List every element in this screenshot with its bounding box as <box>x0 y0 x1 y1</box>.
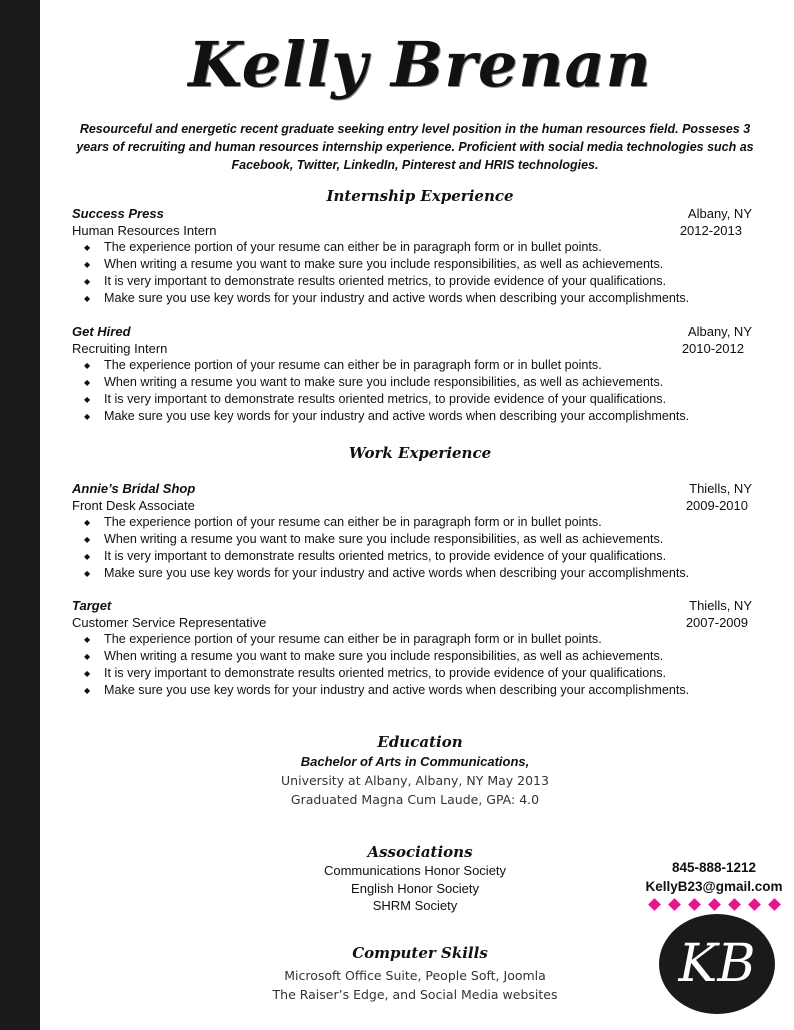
list-item: Communications Honor Society <box>323 863 507 878</box>
honors: Graduated Magna Cum Laude, GPA: 4.0 <box>290 792 540 807</box>
job-success-press <box>72 205 752 307</box>
associations-heading: Associations <box>367 843 473 861</box>
list-item: ◆ The experience portion of your resume can either be in paragraph form or in bullet points. <box>84 632 602 646</box>
bullet-diamond-icon: ◆ <box>84 652 91 661</box>
phone-number: 845-888-1212 <box>671 860 757 875</box>
skills-heading: Computer Skills <box>352 944 488 962</box>
job-annies-bridal-shop <box>72 480 752 582</box>
job-target <box>72 597 752 699</box>
work-heading: Work Experience <box>348 444 492 462</box>
list-item: ◆ Make sure you use key words for your industry and active words when describing your accomplishments. <box>84 566 690 580</box>
bullet-list <box>72 357 752 425</box>
bullet-diamond-icon: ◆ <box>84 243 91 252</box>
bullet-diamond-icon: ◆ <box>84 686 91 695</box>
bullet-diamond-icon: ◆ <box>84 535 91 544</box>
bullet-diamond-icon: ◆ <box>84 518 91 527</box>
job-dates: 2010-2012 <box>681 341 744 356</box>
list-item: ◆ Make sure you use key words for your industry and active words when describing your accomplishments. <box>84 683 690 697</box>
skills-line: The Raiser’s Edge, and Social Media websites <box>272 987 558 1002</box>
bullet-diamond-icon: ◆ <box>84 669 91 678</box>
company-name: Get Hired <box>72 324 131 339</box>
pink-diamond-icon <box>728 898 741 911</box>
job-dates: 2009-2010 <box>685 498 748 513</box>
company-name: Success Press <box>72 206 164 221</box>
job-title: Front Desk Associate <box>72 498 195 513</box>
education-block <box>180 752 650 809</box>
list-item: ◆ When writing a resume you want to make sure you include responsibilities, as well as achievements. <box>84 257 664 271</box>
education-heading: Education <box>377 733 463 751</box>
job-get-hired <box>72 323 752 425</box>
bullet-diamond-icon: ◆ <box>84 378 91 387</box>
list-item: ◆ It is very important to demonstrate results oriented metrics, to provide evidence of your qualifications. <box>84 666 667 680</box>
bullet-list <box>72 514 752 582</box>
list-item: ◆ It is very important to demonstrate results oriented metrics, to provide evidence of your qualifications. <box>84 392 667 406</box>
pink-diamond-icon <box>648 898 661 911</box>
left-sidebar-bar <box>0 0 40 1030</box>
bullet-diamond-icon: ◆ <box>84 412 91 421</box>
list-item: ◆ The experience portion of your resume can either be in paragraph form or in bullet points. <box>84 358 602 372</box>
decorative-dots <box>636 900 792 909</box>
job-title: Human Resources Intern <box>72 223 217 238</box>
job-dates: 2012-2013 <box>679 223 742 238</box>
list-item: ◆ When writing a resume you want to make sure you include responsibilities, as well as achievements. <box>84 649 664 663</box>
bullet-list <box>72 239 752 307</box>
job-dates: 2007-2009 <box>685 615 748 630</box>
bullet-diamond-icon: ◆ <box>84 277 91 286</box>
job-location: Albany, NY <box>687 206 752 221</box>
monogram-logo: KB <box>659 914 775 1014</box>
email-address: KellyB23@gmail.com <box>645 879 783 894</box>
internship-heading: Internship Experience <box>326 187 514 205</box>
pink-diamond-icon <box>708 898 721 911</box>
job-location: Albany, NY <box>687 324 752 339</box>
pink-diamond-icon <box>668 898 681 911</box>
associations-list <box>180 862 650 915</box>
school: University at Albany, Albany, NY May 2013 <box>281 773 549 788</box>
job-location: Thiells, NY <box>689 598 752 613</box>
resume-name: Kelly Brenan <box>188 28 652 101</box>
degree: Bachelor of Arts in Communications, <box>300 754 530 769</box>
pink-diamond-icon <box>748 898 761 911</box>
bullet-diamond-icon: ◆ <box>84 361 91 370</box>
job-title: Customer Service Representative <box>72 615 267 630</box>
list-item: ◆ The experience portion of your resume can either be in paragraph form or in bullet points. <box>84 515 602 529</box>
list-item: ◆ When writing a resume you want to make sure you include responsibilities, as well as achievements. <box>84 532 664 546</box>
list-item: ◆ It is very important to demonstrate results oriented metrics, to provide evidence of your qualifications. <box>84 549 667 563</box>
list-item: ◆ It is very important to demonstrate results oriented metrics, to provide evidence of your qualifications. <box>84 274 667 288</box>
list-item: ◆ When writing a resume you want to make sure you include responsibilities, as well as achievements. <box>84 375 664 389</box>
company-name: Annie’s Bridal Shop <box>72 481 196 496</box>
list-item: ◆ The experience portion of your resume can either be in paragraph form or in bullet points. <box>84 240 602 254</box>
company-name: Target <box>72 598 112 613</box>
job-location: Thiells, NY <box>689 481 752 496</box>
skills-block <box>180 966 650 1004</box>
bullet-diamond-icon: ◆ <box>84 635 91 644</box>
pink-diamond-icon <box>768 898 781 911</box>
pink-diamond-icon <box>688 898 701 911</box>
list-item: ◆ Make sure you use key words for your industry and active words when describing your accomplishments. <box>84 291 690 305</box>
list-item: SHRM Society <box>372 898 458 913</box>
bullet-diamond-icon: ◆ <box>84 395 91 404</box>
bullet-diamond-icon: ◆ <box>84 552 91 561</box>
list-item: English Honor Society <box>351 880 479 896</box>
skills-line: Microsoft Office Suite, People Soft, Joomla <box>284 968 546 983</box>
list-item: ◆ Make sure you use key words for your industry and active words when describing your accomplishments. <box>84 409 690 423</box>
job-title: Recruiting Intern <box>72 341 168 356</box>
bullet-list <box>72 631 752 699</box>
summary: Resourceful and energetic recent graduate seeking entry level position in the human resources field. Posseses 3 years of recruiting and human resources internship experience. Proficient with social media technologies such as Facebook, Twitter, LinkedIn, Pinterest and HRIS technologies. <box>76 122 754 172</box>
contact-block <box>636 858 792 909</box>
bullet-diamond-icon: ◆ <box>84 294 91 303</box>
bullet-diamond-icon: ◆ <box>84 569 91 578</box>
bullet-diamond-icon: ◆ <box>84 260 91 269</box>
